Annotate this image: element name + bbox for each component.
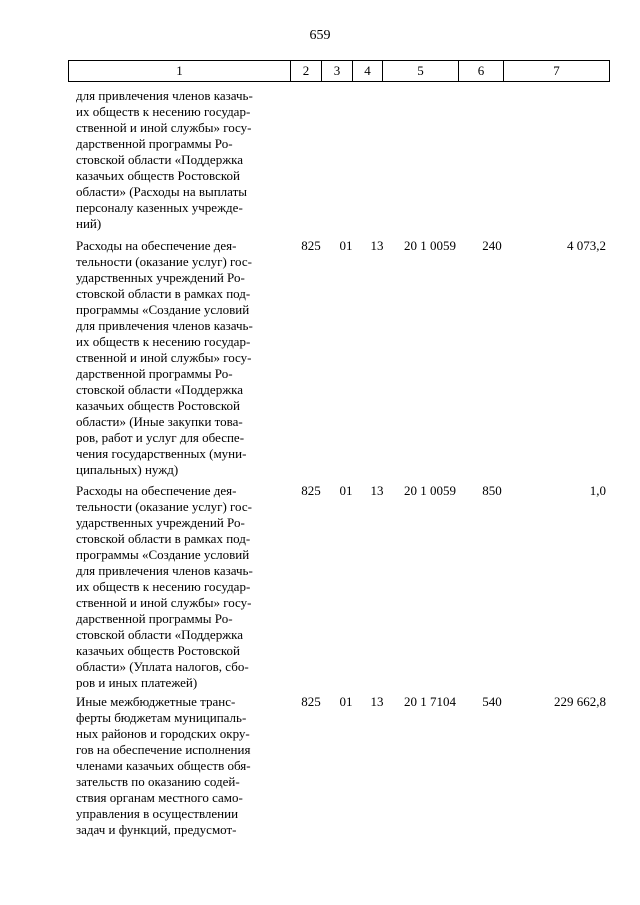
row-description: для привлечения членов казачь- их обществ к несению государ- ственной и иной службы» госу- дарственной программы Ро- стовской области «Поддержка казачьих обществ Ростовской области» (Расходы на выплаты персоналу казенных учрежде- ний): [76, 88, 253, 231]
row-col-4: 13: [370, 238, 384, 253]
row-col-2: 825: [301, 483, 321, 498]
row-description: Расходы на обеспечение дея- тельности (оказание услуг) гос- ударственных учреждений Ро- стовской области в рамках под- программы «Создание условий для привлечения членов казачь- их обществ к несению государ- ственной и иной службы» госу- дарственной программы Ро- стовской области «Поддержка казачьих обществ Ростовской области» (Иные закупки това- ров, работ и услуг для обеспе- чения государственных (муни- ципальных) нужд): [76, 238, 253, 477]
row-col-2: 825: [301, 238, 321, 253]
row-col-6: 850: [482, 483, 502, 498]
table-header: [68, 60, 610, 82]
row-col-7: 229 662,8: [554, 694, 606, 709]
row-col-5: 20 1 7104: [404, 694, 456, 709]
row-col-5: 20 1 0059: [404, 238, 456, 253]
row-col-6: 240: [482, 238, 502, 253]
row-col-6: 540: [482, 694, 502, 709]
row-col-3: 01: [339, 483, 353, 498]
header-col-5: 5: [383, 61, 459, 81]
row-col-3: 01: [339, 694, 353, 709]
row-col-3: 01: [339, 238, 353, 253]
row-description: Расходы на обеспечение дея- тельности (оказание услуг) гос- ударственных учреждений Ро- стовской области в рамках под- программы «Создание условий для привлечения членов казачь- их обществ к несению государ- ственной и иной службы» госу- дарственной программы Ро- стовской области «Поддержка казачьих обществ Ростовской области» (Уплата налогов, сбо- ров и иных платежей): [76, 483, 253, 690]
row-col-4: 13: [370, 694, 384, 709]
header-col-4: 4: [353, 61, 383, 81]
row-col-7: 1,0: [589, 483, 606, 498]
row-col-4: 13: [370, 483, 384, 498]
page-number: 659: [309, 28, 331, 43]
row-col-7: 4 073,2: [567, 238, 606, 253]
row-col-5: 20 1 0059: [404, 483, 456, 498]
row-description: Иные межбюджетные транс- ферты бюджетам муниципаль- ных районов и городских окру- гов на обеспечение исполнения членами казачьих обществ обя- зательств по оказанию содей- ствия органам местного само- управления в осуществлении задач и функций, предусмот-: [76, 694, 251, 837]
header-col-2: 2: [291, 61, 322, 81]
header-col-6: 6: [459, 61, 504, 81]
header-col-3: 3: [322, 61, 353, 81]
header-col-1: 1: [69, 61, 291, 81]
row-col-2: 825: [301, 694, 321, 709]
header-col-7: 7: [553, 63, 560, 78]
